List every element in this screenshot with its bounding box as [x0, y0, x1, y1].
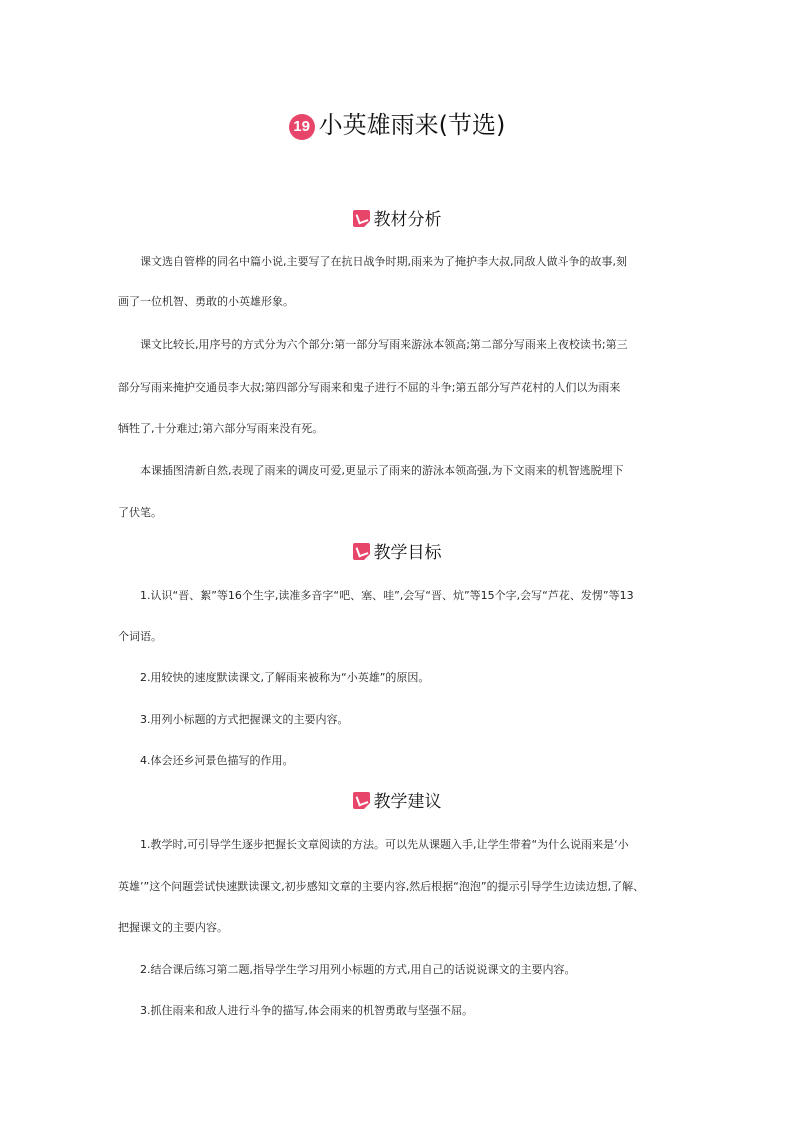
lesson-title	[0, 108, 794, 142]
section-heading-text: 教学目标	[373, 543, 442, 563]
paragraph-line: 牺牲了,十分难过;第六部分写雨来没有死。	[118, 422, 324, 435]
section-bookmark-icon	[353, 543, 370, 560]
section-heading-text: 教学建议	[373, 792, 442, 812]
paragraph-line: 4.体会还乡河景色描写的作用。	[140, 754, 294, 767]
paragraph-line: 1.认识“晋、絮”等16个生字,读准多音字“吧、塞、哇”,会写“晋、炕”等15个字,会写“芦花、发愣”等13	[140, 589, 634, 602]
paragraph-line: 画了一位机智、勇敢的小英雄形象。	[118, 295, 294, 308]
paragraph-line: 课文选自管桦的同名中篇小说,主要写了在抗日战争时期,雨来为了掩护李大叔,同敌人做斗争的故事,刻	[140, 255, 627, 268]
paragraph-line: 2.用较快的速度默读课文,了解雨来被称为“小英雄”的原因。	[140, 671, 430, 684]
section-heading-text: 教材分析	[373, 210, 442, 230]
paragraph-line: 本课插图清新自然,表现了雨来的调皮可爱,更显示了雨来的游泳本领高强,为下文雨来的机智逃脱埋下	[140, 464, 624, 477]
section-bookmark-icon	[353, 792, 370, 809]
lesson-title-text: 小英雄雨来(节选)	[318, 111, 506, 139]
paragraph-line: 3.抓住雨来和敌人进行斗争的描写,体会雨来的机智勇敢与坚强不屈。	[140, 1004, 473, 1017]
section-heading-suggestions	[0, 790, 794, 814]
section-heading-analysis	[0, 208, 794, 232]
lesson-number-badge: 19	[289, 114, 315, 140]
section-heading-objectives	[0, 541, 794, 565]
paragraph-line: 2.结合课后练习第二题,指导学生学习用列小标题的方式,用自己的话说说课文的主要内容。	[140, 963, 576, 976]
paragraph-line: 1.教学时,可引导学生逐步把握长文章阅读的方法。可以先从课题入手,让学生带着“为什么说雨来是‘小	[140, 838, 629, 851]
section-bookmark-icon	[353, 210, 370, 227]
paragraph-line: 3.用列小标题的方式把握课文的主要内容。	[140, 713, 349, 726]
paragraph-line: 英雄’”这个问题尝试快速默读课文,初步感知文章的主要内容,然后根据“泡泡”的提示引导学生边读边想,了解、	[118, 880, 645, 893]
paragraph-line: 课文比较长,用序号的方式分为六个部分:第一部分写雨来游泳本领高;第二部分写雨来上夜校读书;第三	[140, 338, 628, 351]
paragraph-line: 把握课文的主要内容。	[118, 921, 228, 934]
paragraph-line: 部分写雨来掩护交通员李大叔;第四部分写雨来和鬼子进行不屈的斗争;第五部分写芦花村的人们以为雨来	[118, 381, 621, 394]
paragraph-line: 了伏笔。	[118, 506, 162, 519]
paragraph-line: 个词语。	[118, 630, 162, 643]
